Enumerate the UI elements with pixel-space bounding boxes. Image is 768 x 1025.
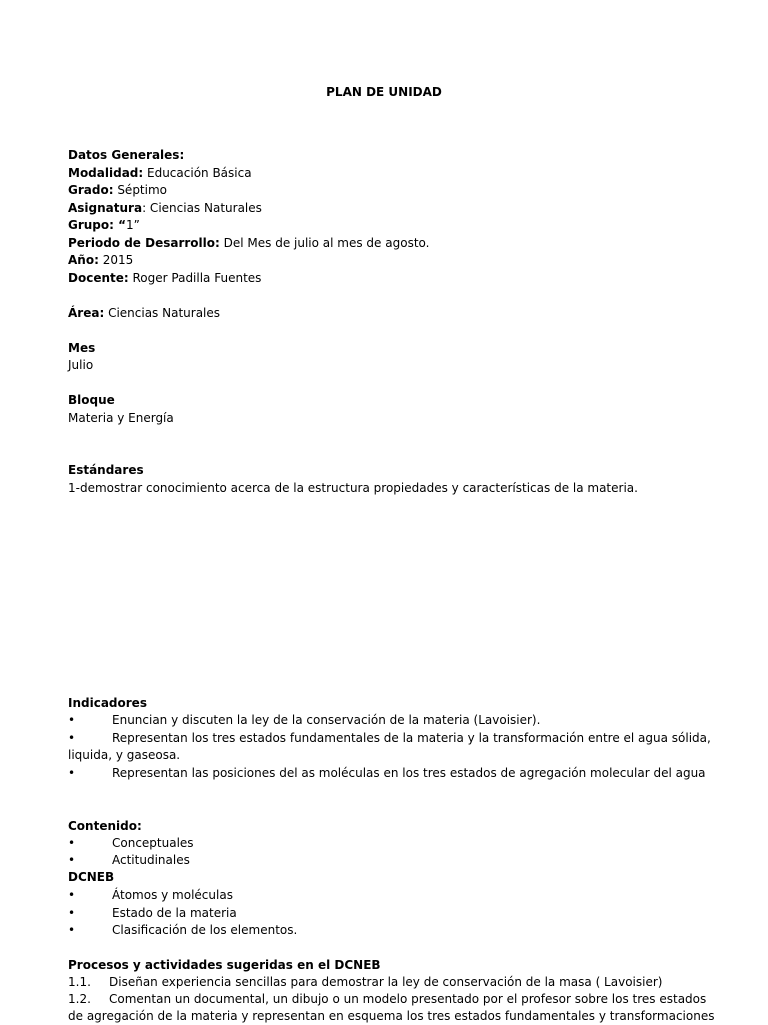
area-line xyxy=(68,305,220,322)
bullet-icon: • xyxy=(68,923,76,937)
proceso-item xyxy=(68,974,662,991)
asignatura-label: Asignatura xyxy=(68,201,143,215)
grado-label: Grado: xyxy=(68,183,114,197)
bullet-icon: • xyxy=(68,713,76,727)
contenido-item xyxy=(68,835,194,852)
docente-label: Docente: xyxy=(68,271,129,285)
grupo-label: Grupo: “ xyxy=(68,218,127,232)
periodo-label: Periodo de Desarrollo: xyxy=(68,236,220,250)
contenido-text: Actitudinales xyxy=(112,853,190,867)
anio-label: Año: xyxy=(68,253,99,267)
area-value: Ciencias Naturales xyxy=(104,306,221,320)
contenido-text: Conceptuales xyxy=(112,836,194,850)
grupo-value: 1” xyxy=(126,218,140,232)
docente-value: Roger Padilla Fuentes xyxy=(128,271,262,285)
mes-label: Mes xyxy=(68,341,96,355)
contenido-item xyxy=(68,852,190,869)
estandares-value: 1-demostrar conocimiento acerca de la estructura propiedades y características de la materia. xyxy=(68,481,638,495)
modalidad-label: Modalidad: xyxy=(68,166,144,180)
docente-line xyxy=(68,270,261,287)
dcneb-item xyxy=(68,922,297,939)
proceso-number: 1.1. xyxy=(68,975,91,989)
proceso-number: 1.2. xyxy=(68,992,91,1006)
dcneb-text: Átomos y moléculas xyxy=(112,888,233,902)
estandares-label: Estándares xyxy=(68,463,144,477)
contenido-label: Contenido: xyxy=(68,819,142,833)
datos-generales-heading: Datos Generales: xyxy=(68,148,185,162)
bullet-icon: • xyxy=(68,906,76,920)
indicador-text: Representan los tres estados fundamentales de la materia y la transformación entre el agua sólida, xyxy=(112,731,711,745)
mes-value: Julio xyxy=(68,358,94,372)
asignatura-line xyxy=(68,200,262,217)
bloque-value: Materia y Energía xyxy=(68,411,174,425)
bullet-icon: • xyxy=(68,888,76,902)
indicador-item xyxy=(68,712,540,729)
periodo-line xyxy=(68,235,429,252)
dcneb-item xyxy=(68,905,237,922)
modalidad-line xyxy=(68,165,252,182)
bullet-icon: • xyxy=(68,766,76,780)
proceso-item xyxy=(68,991,706,1008)
indicadores-label: Indicadores xyxy=(68,696,147,710)
grado-value: Séptimo xyxy=(113,183,168,197)
proceso-text: Diseñan experiencia sencillas para demostrar la ley de conservación de la masa ( Lavoisier) xyxy=(109,975,663,989)
indicador-continuation: liquida, y gaseosa. xyxy=(68,748,181,762)
modalidad-value: Educación Básica xyxy=(143,166,252,180)
anio-value: 2015 xyxy=(98,253,134,267)
proceso-continuation: de agregación de la materia y representan en esquema los tres estados fundamentales y transformaciones xyxy=(68,1009,715,1023)
indicador-text: Enuncian y discuten la ley de la conservación de la materia (Lavoisier). xyxy=(112,713,541,727)
periodo-value: Del Mes de julio al mes de agosto. xyxy=(219,236,430,250)
asignatura-value: : Ciencias Naturales xyxy=(142,201,262,215)
indicador-item xyxy=(68,765,706,782)
dcneb-text: Estado de la materia xyxy=(112,906,237,920)
anio-line xyxy=(68,252,133,269)
bullet-icon: • xyxy=(68,836,76,850)
proceso-text: Comentan un documental, un dibujo o un modelo presentado por el profesor sobre los tres estados xyxy=(109,992,707,1006)
area-label: Área: xyxy=(68,306,105,320)
dcneb-text: Clasificación de los elementos. xyxy=(112,923,298,937)
indicador-item xyxy=(68,730,711,747)
grado-line xyxy=(68,182,167,199)
page-title: PLAN DE UNIDAD xyxy=(326,85,442,99)
dcneb-item xyxy=(68,887,233,904)
bloque-label: Bloque xyxy=(68,393,115,407)
grupo-line xyxy=(68,217,140,234)
dcneb-label: DCNEB xyxy=(68,870,115,884)
indicador-text: Representan las posiciones del as moléculas en los tres estados de agregación molecular del agua xyxy=(112,766,706,780)
procesos-label: Procesos y actividades sugeridas en el DCNEB xyxy=(68,958,381,972)
bullet-icon: • xyxy=(68,731,76,745)
bullet-icon: • xyxy=(68,853,76,867)
